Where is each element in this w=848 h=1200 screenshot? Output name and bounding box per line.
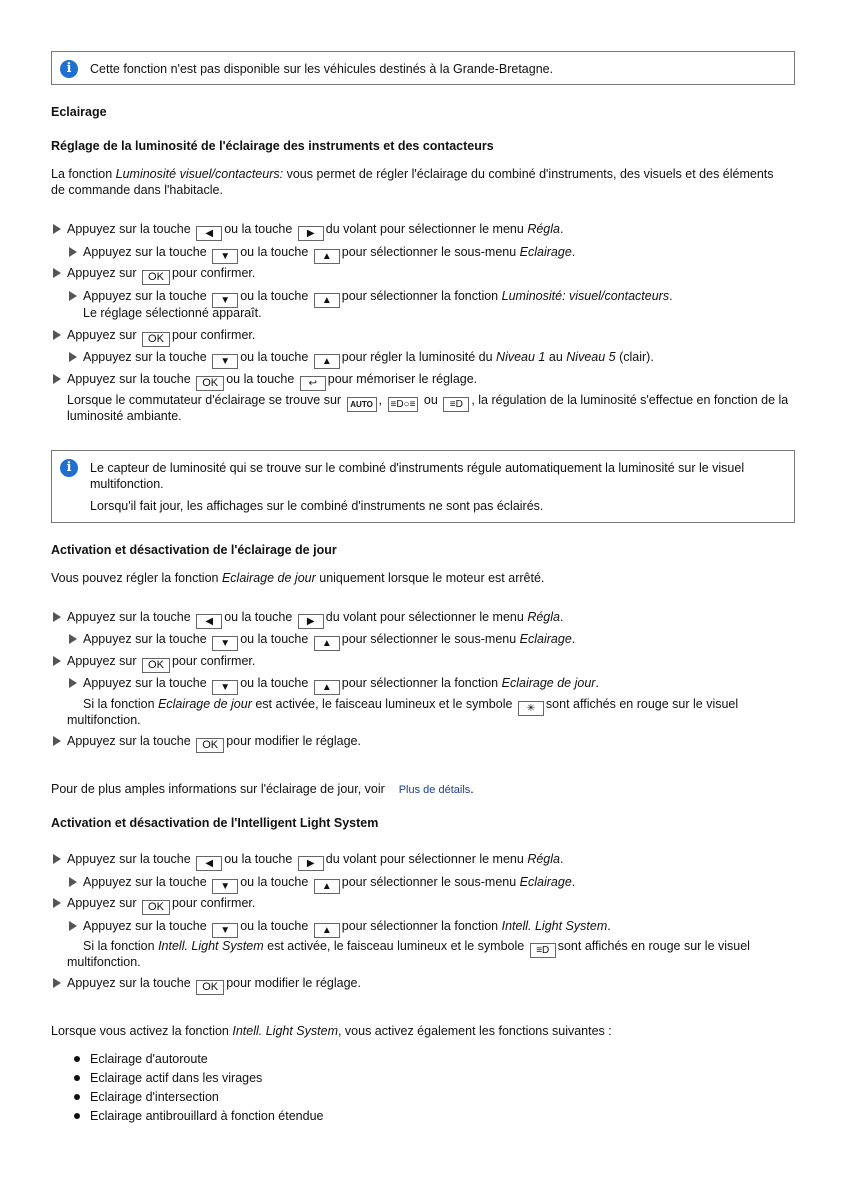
down-arrow-key-icon: ▼	[212, 923, 238, 938]
step-arrow-icon	[53, 854, 61, 864]
step-select-menu: Appuyez sur la touche ◀ ou la touche ▶ du volant pour sélectionner le menu Régla.	[53, 852, 563, 871]
up-arrow-key-icon: ▲	[314, 923, 340, 938]
bullet-icon	[74, 1075, 80, 1081]
step-arrow-icon	[69, 877, 77, 887]
more-details-link[interactable]: Plus de détails	[398, 784, 471, 796]
left-arrow-key-icon: ◀	[196, 226, 222, 241]
step-arrow-icon	[53, 898, 61, 908]
light-switch-info: Lorsque le commutateur d'éclairage se trouve sur AUTO , ≡D○≡ ou ≡D , la régulation de la luminosité s'effectue en fonction de la	[67, 393, 789, 410]
step-arrow-icon	[69, 352, 77, 362]
substep-info-line2: multifonction.	[67, 955, 141, 969]
parking-light-icon: ≡D○≡	[388, 397, 419, 412]
low-beam-icon: ≡D	[530, 943, 556, 958]
step-arrow-icon	[53, 656, 61, 666]
substep-info: Si la fonction Eclairage de jour est activée, le faisceau lumineux et le symbole ✳ sont affichés en rouge sur le visuel	[83, 697, 739, 714]
up-arrow-key-icon: ▲	[314, 879, 340, 894]
paragraph-ils: Lorsque vous activez la fonction Intell. Light System, vous activez également les fonctions suivantes :	[51, 1024, 612, 1038]
step-modify: Appuyez sur la touche OK pour modifier le réglage.	[53, 734, 361, 753]
paragraph-intro: La fonction Luminosité visuel/contacteurs: vous permet de régler l'éclairage du combiné d'instruments, des visuels et des éléments	[51, 167, 774, 181]
step-arrow-icon	[53, 978, 61, 988]
step-arrow-icon	[53, 268, 61, 278]
substep-select-function: Appuyez sur la touche ▼ ou la touche ▲ pour sélectionner la fonction Intell. Light System.	[69, 919, 611, 938]
down-arrow-key-icon: ▼	[212, 879, 238, 894]
note-text: Le capteur de luminosité qui se trouve sur le combiné d'instruments régule automatiquement la luminosité sur le visuel	[90, 461, 745, 475]
right-arrow-key-icon: ▶	[298, 226, 324, 241]
step-select-menu: Appuyez sur la touche ◀ ou la touche ▶ du volant pour sélectionner le menu Régla.	[53, 610, 563, 629]
daytime-light-icon: ✳	[518, 701, 544, 716]
light-switch-info-line2: luminosité ambiante.	[67, 409, 182, 423]
substep-select-function: Appuyez sur la touche ▼ ou la touche ▲ pour sélectionner la fonction Eclairage de jour.	[69, 676, 599, 695]
right-arrow-key-icon: ▶	[298, 614, 324, 629]
low-beam-icon: ≡D	[443, 397, 469, 412]
step-arrow-icon	[69, 634, 77, 644]
down-arrow-key-icon: ▼	[212, 680, 238, 695]
step-confirm: Appuyez sur OK pour confirmer.	[53, 266, 255, 285]
bullet-icon	[74, 1094, 80, 1100]
paragraph-intro-line2: de commande dans l'habitacle.	[51, 183, 223, 197]
step-arrow-icon	[69, 921, 77, 931]
info-note-uk	[51, 51, 795, 85]
up-arrow-key-icon: ▲	[314, 680, 340, 695]
substep-select-submenu: Appuyez sur la touche ▼ ou la touche ▲ pour sélectionner le sous-menu Eclairage.	[69, 875, 575, 894]
step-arrow-icon	[69, 291, 77, 301]
up-arrow-key-icon: ▲	[314, 636, 340, 651]
subheading-luminosite: Réglage de la luminosité de l'éclairage des instruments et des contacteurs	[51, 139, 494, 153]
ok-key-icon: OK	[196, 738, 224, 753]
step-modify: Appuyez sur la touche OK pour modifier le réglage.	[53, 976, 361, 995]
list-item: Eclairage actif dans les virages	[74, 1071, 262, 1085]
right-arrow-key-icon: ▶	[298, 856, 324, 871]
down-arrow-key-icon: ▼	[212, 636, 238, 651]
left-arrow-key-icon: ◀	[196, 856, 222, 871]
substep-info-line2: multifonction.	[67, 713, 141, 727]
auto-light-icon: AUTO	[347, 397, 377, 412]
back-key-icon: ↩	[300, 376, 326, 391]
down-arrow-key-icon: ▼	[212, 354, 238, 369]
step-arrow-icon	[69, 678, 77, 688]
subheading-jour: Activation et désactivation de l'éclairage de jour	[51, 543, 337, 557]
bullet-icon	[74, 1113, 80, 1119]
step-select-menu: Appuyez sur la touche ◀ ou la touche ▶ du volant pour sélectionner le menu Régla.	[53, 222, 563, 241]
ok-key-icon: OK	[196, 980, 224, 995]
bullet-icon	[74, 1056, 80, 1062]
step-arrow-icon	[53, 374, 61, 384]
step-confirm: Appuyez sur OK pour confirmer.	[53, 328, 255, 347]
ok-key-icon: OK	[196, 376, 224, 391]
substep-select-submenu: Appuyez sur la touche ▼ ou la touche ▲ pour sélectionner le sous-menu Eclairage.	[69, 632, 575, 651]
up-arrow-key-icon: ▲	[314, 293, 340, 308]
step-arrow-icon	[53, 224, 61, 234]
down-arrow-key-icon: ▼	[212, 249, 238, 264]
ok-key-icon: OK	[142, 332, 170, 347]
paragraph-more-info: Pour de plus amples informations sur l'éclairage de jour, voir Plus de détails.	[51, 782, 474, 796]
substep-select-submenu: Appuyez sur la touche ▼ ou la touche ▲ pour sélectionner le sous-menu Eclairage.	[69, 245, 575, 264]
substep-select-function: Appuyez sur la touche ▼ ou la touche ▲ pour sélectionner la fonction Luminosité: visuel/contacteurs.	[69, 289, 673, 308]
subheading-ils: Activation et désactivation de l'Intelligent Light System	[51, 816, 379, 830]
step-confirm: Appuyez sur OK pour confirmer.	[53, 896, 255, 915]
substep-adjust-brightness: Appuyez sur la touche ▼ ou la touche ▲ pour régler la luminosité du Niveau 1 au Niveau 5 (clair).	[69, 350, 654, 369]
step-arrow-icon	[53, 612, 61, 622]
step-arrow-icon	[53, 330, 61, 340]
info-icon: i	[60, 60, 78, 78]
list-item: Eclairage d'intersection	[74, 1090, 219, 1104]
ok-key-icon: OK	[142, 270, 170, 285]
list-item: Eclairage antibrouillard à fonction étendue	[74, 1109, 324, 1123]
note-text: multifonction.	[90, 477, 164, 491]
info-note-sensor	[51, 450, 795, 523]
info-icon: i	[60, 459, 78, 477]
paragraph-jour: Vous pouvez régler la fonction Eclairage de jour uniquement lorsque le moteur est arrêté.	[51, 571, 545, 585]
left-arrow-key-icon: ◀	[196, 614, 222, 629]
substep-info: Le réglage sélectionné apparaît.	[83, 306, 262, 320]
down-arrow-key-icon: ▼	[212, 293, 238, 308]
substep-info: Si la fonction Intell. Light System est activée, le faisceau lumineux et le symbole ≡D sont affichés en rouge sur le visuel	[83, 939, 750, 956]
step-arrow-icon	[69, 247, 77, 257]
up-arrow-key-icon: ▲	[314, 354, 340, 369]
step-save: Appuyez sur la touche OK ou la touche ↩ pour mémoriser le réglage.	[53, 372, 477, 391]
up-arrow-key-icon: ▲	[314, 249, 340, 264]
list-item: Eclairage d'autoroute	[74, 1052, 208, 1066]
step-confirm: Appuyez sur OK pour confirmer.	[53, 654, 255, 673]
step-arrow-icon	[53, 736, 61, 746]
ok-key-icon: OK	[142, 900, 170, 915]
ok-key-icon: OK	[142, 658, 170, 673]
note-text: Lorsqu'il fait jour, les affichages sur le combiné d'instruments ne sont pas éclairés.	[90, 499, 544, 513]
section-heading-eclairage: Eclairage	[51, 105, 107, 119]
note-text: Cette fonction n'est pas disponible sur les véhicules destinés à la Grande-Bretagne.	[90, 62, 554, 76]
